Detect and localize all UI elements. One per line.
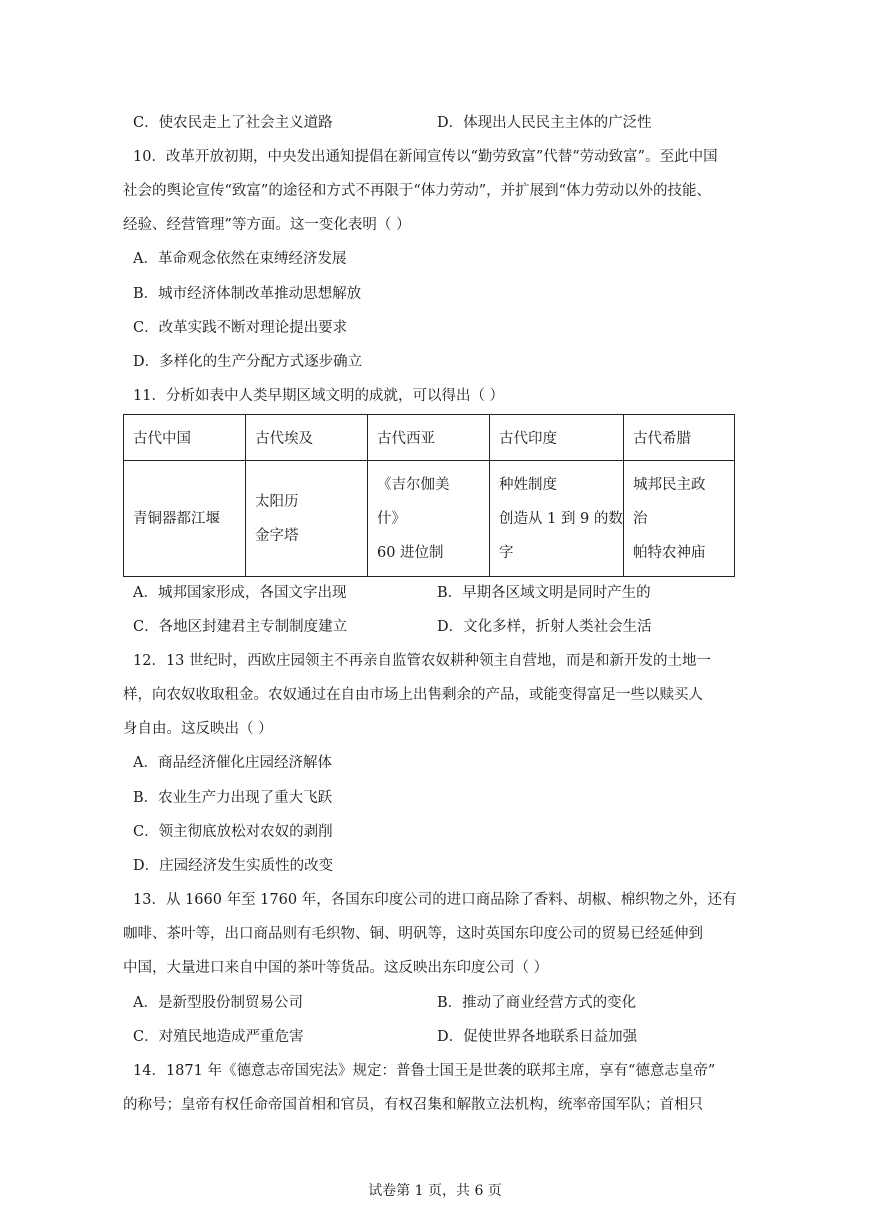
q10-stem-line-3: 经验、经营管理”等方面。这一变化表明（ ） <box>123 217 411 233</box>
cell-line: 字 <box>499 544 514 561</box>
q13-option-b: B．推动了商业经营方式的变化 <box>437 995 637 1011</box>
q13-option-d: D．促使世界各地联系日益加强 <box>437 1029 638 1045</box>
table-header-cell: 古代中国 <box>124 415 246 461</box>
q11-option-c: C．各地区封建君主专制制度建立 <box>133 619 348 635</box>
cell-line: 太阳历 <box>255 493 299 510</box>
table-header-cell: 古代印度 <box>490 415 624 461</box>
table-cell-greece <box>624 461 735 577</box>
q12-stem-line-1: 12．13 世纪时，西欧庄园领主不再亲自监管农奴耕种领主自营地，而是和新开发的土地一 <box>133 653 712 669</box>
table-header-row <box>124 415 735 461</box>
q11-option-a: A．城邦国家形成，各国文字出现 <box>133 585 347 601</box>
q14-stem-line-1: 14．1871 年《德意志帝国宪法》规定：普鲁士国王是世袭的联邦主席，享有“德意志皇帝” <box>133 1063 716 1079</box>
cell-line: 60 进位制 <box>377 544 444 561</box>
table-header-cell: 古代西亚 <box>368 415 490 461</box>
q10-stem-line-1: 10．改革开放初期，中央发出通知提倡在新闻宣传以“勤劳致富”代替“劳动致富”。至此中国 <box>133 149 718 165</box>
table-cell-india <box>490 461 624 577</box>
q12-stem-line-2: 样，向农奴收取租金。农奴通过在自由市场上出售剩余的产品，或能变得富足一些以赎买人 <box>123 687 703 703</box>
cell-line: 《吉尔伽美 <box>377 476 450 493</box>
table-header-cell: 古代希腊 <box>624 415 735 461</box>
table-cell-west-asia <box>368 461 490 577</box>
q9-option-d: D．体现出人民民主主体的广泛性 <box>437 115 652 131</box>
cell-line: 金字塔 <box>255 527 299 544</box>
q13-option-a: A．是新型股份制贸易公司 <box>133 995 303 1011</box>
page-footer: 试卷第 1 页，共 6 页 <box>368 1183 502 1199</box>
civilization-table <box>123 414 735 577</box>
q10-stem-line-2: 社会的舆论宣传“致富”的途径和方式不再限于“体力劳动”，并扩展到“体力劳动以外的技能、 <box>123 183 712 199</box>
q12-stem-line-3: 身自由。这反映出（ ） <box>123 721 273 737</box>
cell-line: 帕特农神庙 <box>633 544 706 561</box>
q10-option-c: C．改革实践不断对理论提出要求 <box>133 320 348 336</box>
cell-line: 什》 <box>377 510 406 527</box>
q13-stem-line-1: 13．从 1660 年至 1760 年，各国东印度公司的进口商品除了香料、胡椒、棉织物之外，还有 <box>133 892 737 908</box>
cell-line: 城邦民主政 <box>633 476 706 493</box>
q12-option-b: B．农业生产力出现了重大飞跃 <box>133 790 333 806</box>
q12-option-d: D．庄园经济发生实质性的改变 <box>133 858 334 874</box>
table-header-cell: 古代埃及 <box>246 415 368 461</box>
q11-option-d: D．文化多样，折射人类社会生活 <box>437 619 652 635</box>
cell-line: 青铜器都江堰 <box>133 510 220 527</box>
q11-option-b: B．早期各区域文明是同时产生的 <box>437 585 651 601</box>
q13-stem-line-2: 咖啡、茶叶等，出口商品则有毛织物、铜、明矾等，这时英国东印度公司的贸易已经延伸到 <box>123 926 703 942</box>
cell-line: 治 <box>633 510 648 527</box>
table-cell-china <box>124 461 246 577</box>
table-row <box>124 461 735 577</box>
cell-line: 种姓制度 <box>499 476 557 493</box>
q10-option-d: D．多样化的生产分配方式逐步确立 <box>133 354 363 370</box>
q13-option-c: C．对殖民地造成严重危害 <box>133 1029 304 1045</box>
cell-line: 创造从 1 到 9 的数 <box>499 510 623 527</box>
q14-stem-line-2: 的称号；皇帝有权任命帝国首相和官员，有权召集和解散立法机构，统率帝国军队；首相只 <box>123 1097 703 1113</box>
q12-option-a: A．商品经济催化庄园经济解体 <box>133 755 332 771</box>
q10-option-b: B．城市经济体制改革推动思想解放 <box>133 286 362 302</box>
q13-stem-line-3: 中国，大量进口来自中国的茶叶等货品。这反映出东印度公司（ ） <box>123 960 549 976</box>
q11-stem: 11．分析如表中人类早期区域文明的成就，可以得出（ ） <box>133 388 505 404</box>
q12-option-c: C．领主彻底放松对农奴的剥削 <box>133 824 333 840</box>
table-cell-egypt <box>246 461 368 577</box>
q10-option-a: A．革命观念依然在束缚经济发展 <box>133 251 347 267</box>
q9-option-c: C．使农民走上了社会主义道路 <box>133 115 333 131</box>
